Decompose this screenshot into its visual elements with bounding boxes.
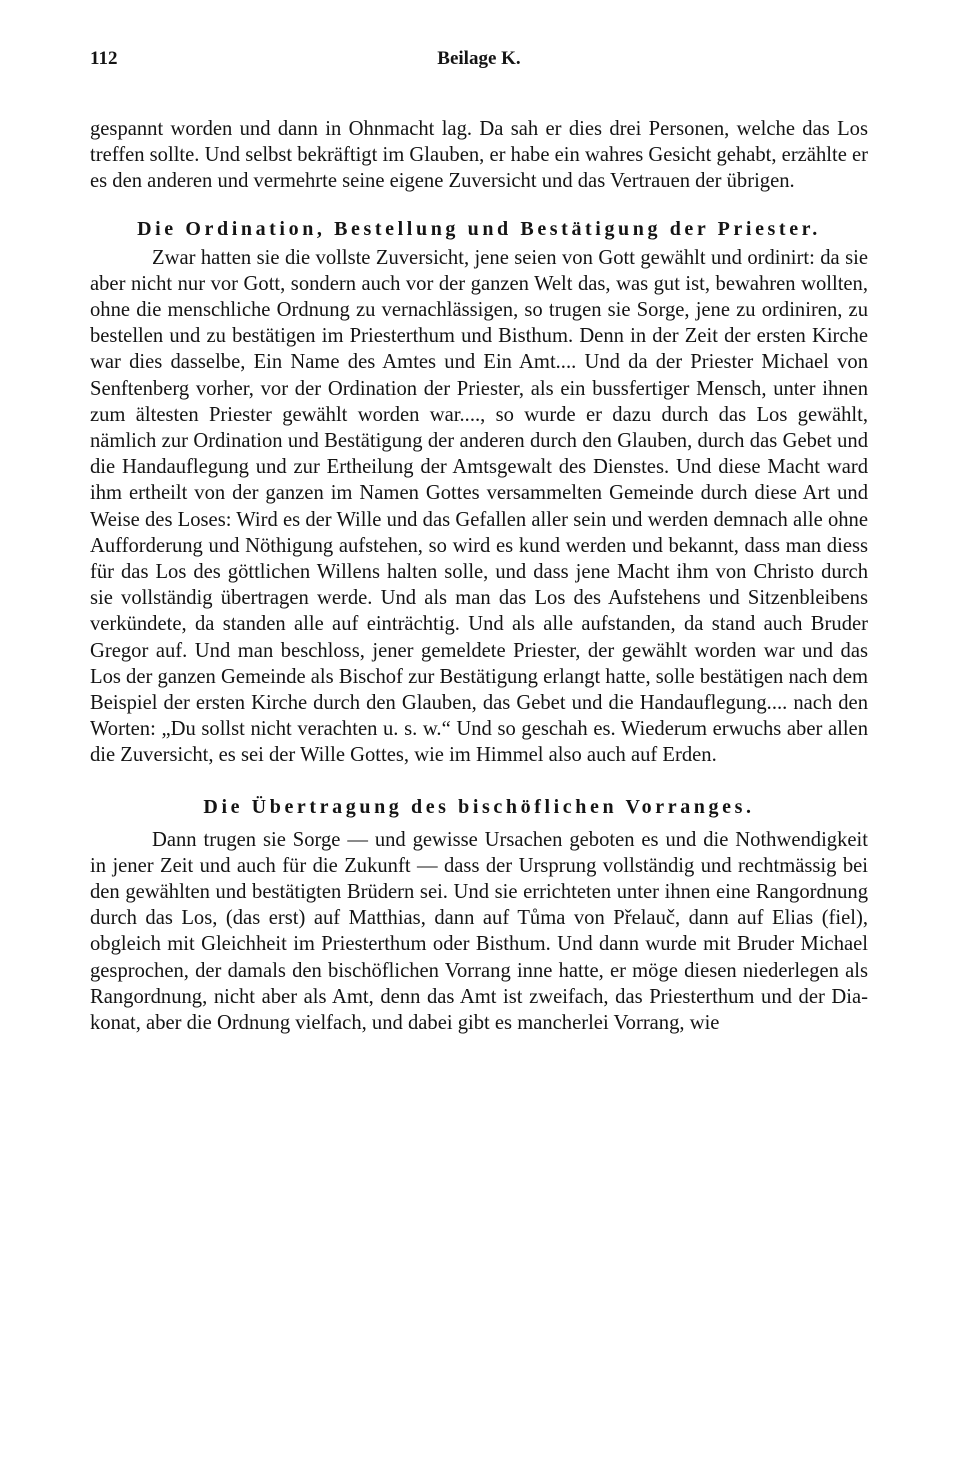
book-page xyxy=(90,48,868,1036)
paragraph-1: gespannt worden und dann in Ohnmacht lag. Da sah er dies drei Personen, welche das Los treffen sollte. Und selbst bekräftigt im Glauben, er habe ein wahres Gesicht gehabt, erzählte er es den anderen und vermehrte seine eigene Zuversicht und das Vertrauen der übrigen. xyxy=(90,118,868,193)
running-head: Beilage K. xyxy=(437,48,521,69)
body-text xyxy=(90,116,868,1036)
page-header xyxy=(90,48,868,78)
paragraph-3: Dann trugen sie Sorge — und gewisse Ursachen geboten es und die Nothwendigkeit in jener Zeit und auch für die Zukunft — dass der Ursprung vollständig und rechtmässig bei den gewählten und bestätigten Brüdern sei. Und sie errichteten unter ihnen eine Rangordnung durch das Los, (das erst) auf Matthias, dann auf Tůma von Přelauč, dann auf Elias (fiel), obgleich mit Gleichheit im Priesterthum oder Bisthum. Und dann wurde mit Bruder Michael gesprochen, der damals den bischöflichen Vorrang inne hatte, er möge diesen niederlegen als Rangordnung, nicht aber als Amt, denn das Amt ist zweifach, das Priesterthum und der Diakonat, aber die Ordnung vielfach, und dabei gibt es mancherlei Vorrang, wie xyxy=(90,828,868,1035)
section-heading-vorrang: Die Übertragung des bischöflichen Vorranges. xyxy=(203,795,755,818)
page-number: 112 xyxy=(90,48,118,69)
section-heading-ordination: Die Ordination, Bestellung und Bestätigung der Priester. xyxy=(137,217,821,240)
paragraph-2: Zwar hatten sie die vollste Zuversicht, jene seien von Gott gewählt und ordinirt: da sie aber nicht nur vor Gott, sondern auch vor der ganzen Welt das, was gut ist, bewahren wollten, ohne die menschliche Ordnung zu vernachlässigen, so trugen sie Sorge, jene zu ordiniren, zu bestellen und zu bestätigen im Priesterthum und Bisthum. Denn in der Zeit der ersten Kirche war dies dasselbe, Ein Name des Amtes und Ein Amt.... Und da der Priester Michael von Senftenberg vorher, vor der Ordination der Priester, als ein bussfertiger Mensch, unter ihnen zum ältesten Priester gewählt worden war...., so wurde er dazu durch das Los gewählt, nämlich zur Ordination und Bestätigung der anderen durch den Glauben, durch das Gebet und die Handauflegung und zur Ertheilung der Amtsgewalt des Dienstes. Und diese Macht ward ihm ertheilt von der ganzen im Namen Gottes versammelten Gemeinde durch diese Art und Weise des Loses: Wird es der Wille und das Gefallen aller sein und werden demnach alle ohne Aufforderung und Nöthigung aufstehen, so wird es kund werden und bekannt, dass man diess für das Los des göttlichen Willens halten solle, und dass jene Macht ihm von Christo durch sie vollständig übertragen werde. Und als man das Los des Aufstehens und Sitzenbleibens verkündete, da standen alle auf einträchtig. Und als alle aufstanden, da stand auch Bruder Gregor auf. Und man beschloss, jener gemeldete Priester, der gewählt worden war und das Los der ganzen Gemeinde als Bischof zur Bestätigung erlangt hatte, solle bestätigen nach dem Beispiel der ersten Kirche durch den Glauben, das Gebet und die Handauflegung.... nach den Worten: „Du sollst nicht verachten u. s. w.“ Und so geschah es. Wiederum erwuchs aber allen die Zuversicht, es sei der Wille Gottes, wie im Himmel also auch auf Erden. xyxy=(90,246,868,767)
